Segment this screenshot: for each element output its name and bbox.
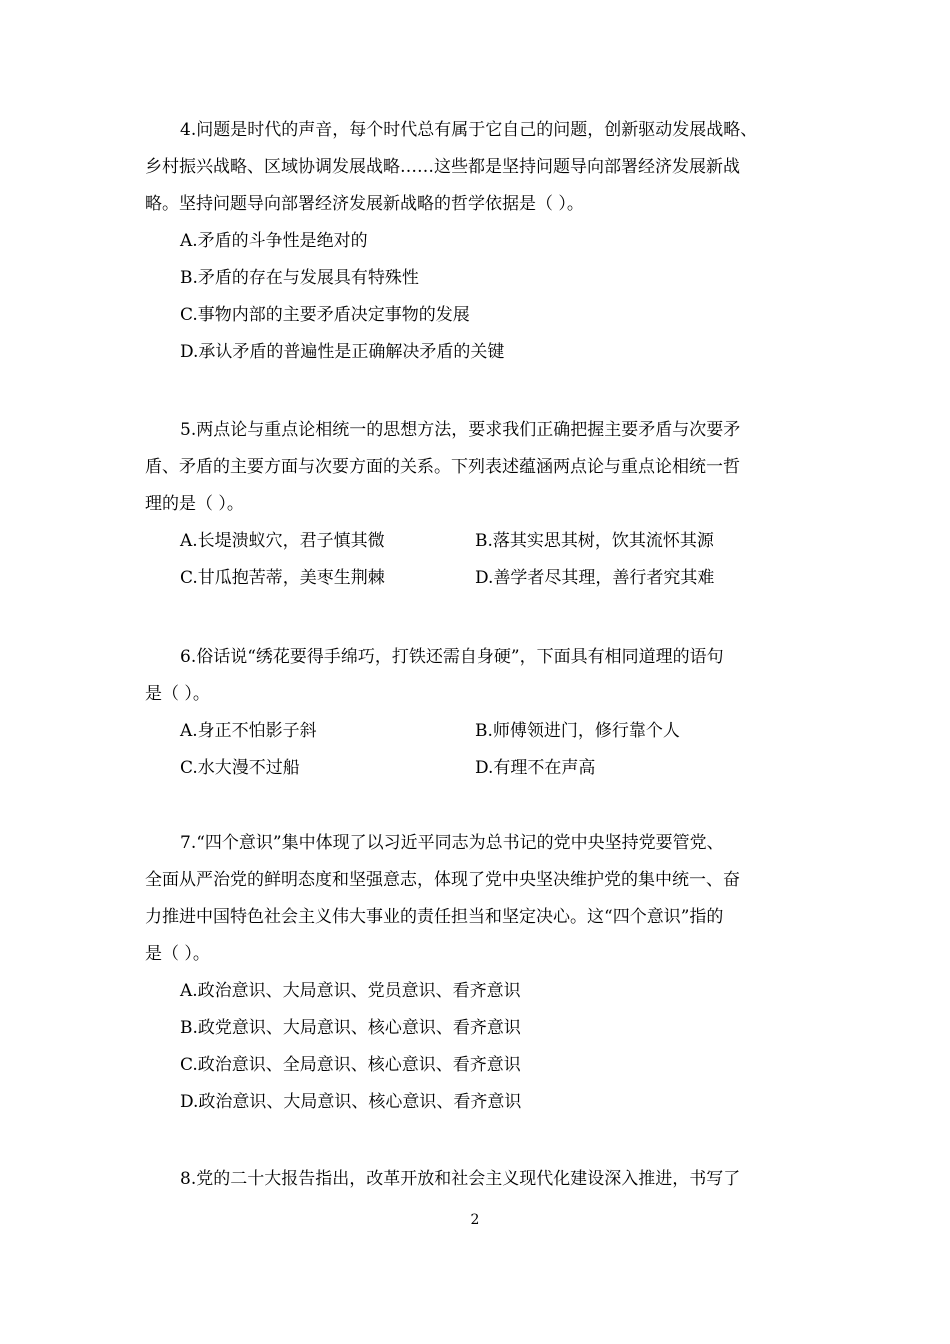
page-number: 2: [470, 1212, 480, 1228]
q5-option-b: B.落其实思其树，饮其流怀其源: [475, 531, 714, 551]
q7-stem-line-1: 7.“四个意识”集中体现了以习近平同志为总书记的党中央坚持党要管党、: [180, 833, 724, 853]
q6-stem-line-2: 是（ ）。: [145, 684, 210, 704]
q4-stem-line-1: 4.问题是时代的声音，每个时代总有属于它自己的问题，创新驱动发展战略、: [180, 120, 758, 140]
q5-option-a: A.长堤溃蚁穴，君子慎其微: [180, 531, 385, 551]
q7-option-c: C.政治意识、全局意识、核心意识、看齐意识: [180, 1055, 521, 1075]
q4-stem-line-2: 乡村振兴战略、区域协调发展战略……这些都是坚持问题导向部署经济发展新战: [145, 157, 740, 177]
q6-option-c: C.水大漫不过船: [180, 758, 300, 778]
q5-option-d: D.善学者尽其理，善行者究其难: [475, 568, 715, 588]
q4-option-c: C.事物内部的主要矛盾决定事物的发展: [180, 305, 470, 325]
q5-option-c: C.甘瓜抱苦蒂，美枣生荆棘: [180, 568, 385, 588]
q5-stem-line-3: 理的是（ ）。: [145, 494, 244, 514]
q6-option-b: B.师傅领进门，修行靠个人: [475, 721, 680, 741]
q7-stem-line-2: 全面从严治党的鲜明态度和坚强意志，体现了党中央坚决维护党的集中统一、奋: [145, 870, 740, 890]
q7-option-d: D.政治意识、大局意识、核心意识、看齐意识: [180, 1092, 522, 1112]
q4-stem-line-3: 略。坚持问题导向部署经济发展新战略的哲学依据是（ ）。: [145, 194, 584, 214]
q7-option-a: A.政治意识、大局意识、党员意识、看齐意识: [180, 981, 521, 1001]
q6-option-d: D.有理不在声高: [475, 758, 596, 778]
q7-stem-line-4: 是（ ）。: [145, 944, 210, 964]
q4-option-a: A.矛盾的斗争性是绝对的: [180, 231, 368, 251]
q8-stem-line-1: 8.党的二十大报告指出，改革开放和社会主义现代化建设深入推进，书写了: [180, 1169, 741, 1189]
q5-stem-line-2: 盾、矛盾的主要方面与次要方面的关系。下列表述蕴涵两点论与重点论相统一哲: [145, 457, 740, 477]
q5-stem-line-1: 5.两点论与重点论相统一的思想方法，要求我们正确把握主要矛盾与次要矛: [180, 420, 741, 440]
q7-option-b: B.政党意识、大局意识、核心意识、看齐意识: [180, 1018, 521, 1038]
q4-option-b: B.矛盾的存在与发展具有特殊性: [180, 268, 419, 288]
q7-stem-line-3: 力推进中国特色社会主义伟大事业的责任担当和坚定决心。这“四个意识”指的: [145, 907, 724, 927]
q6-option-a: A.身正不怕影子斜: [180, 721, 317, 741]
q4-option-d: D.承认矛盾的普遍性是正确解决矛盾的关键: [180, 342, 505, 362]
q6-stem-line-1: 6.俗话说“绣花要得手绵巧，打铁还需自身硬”，下面具有相同道理的语句: [180, 647, 724, 667]
